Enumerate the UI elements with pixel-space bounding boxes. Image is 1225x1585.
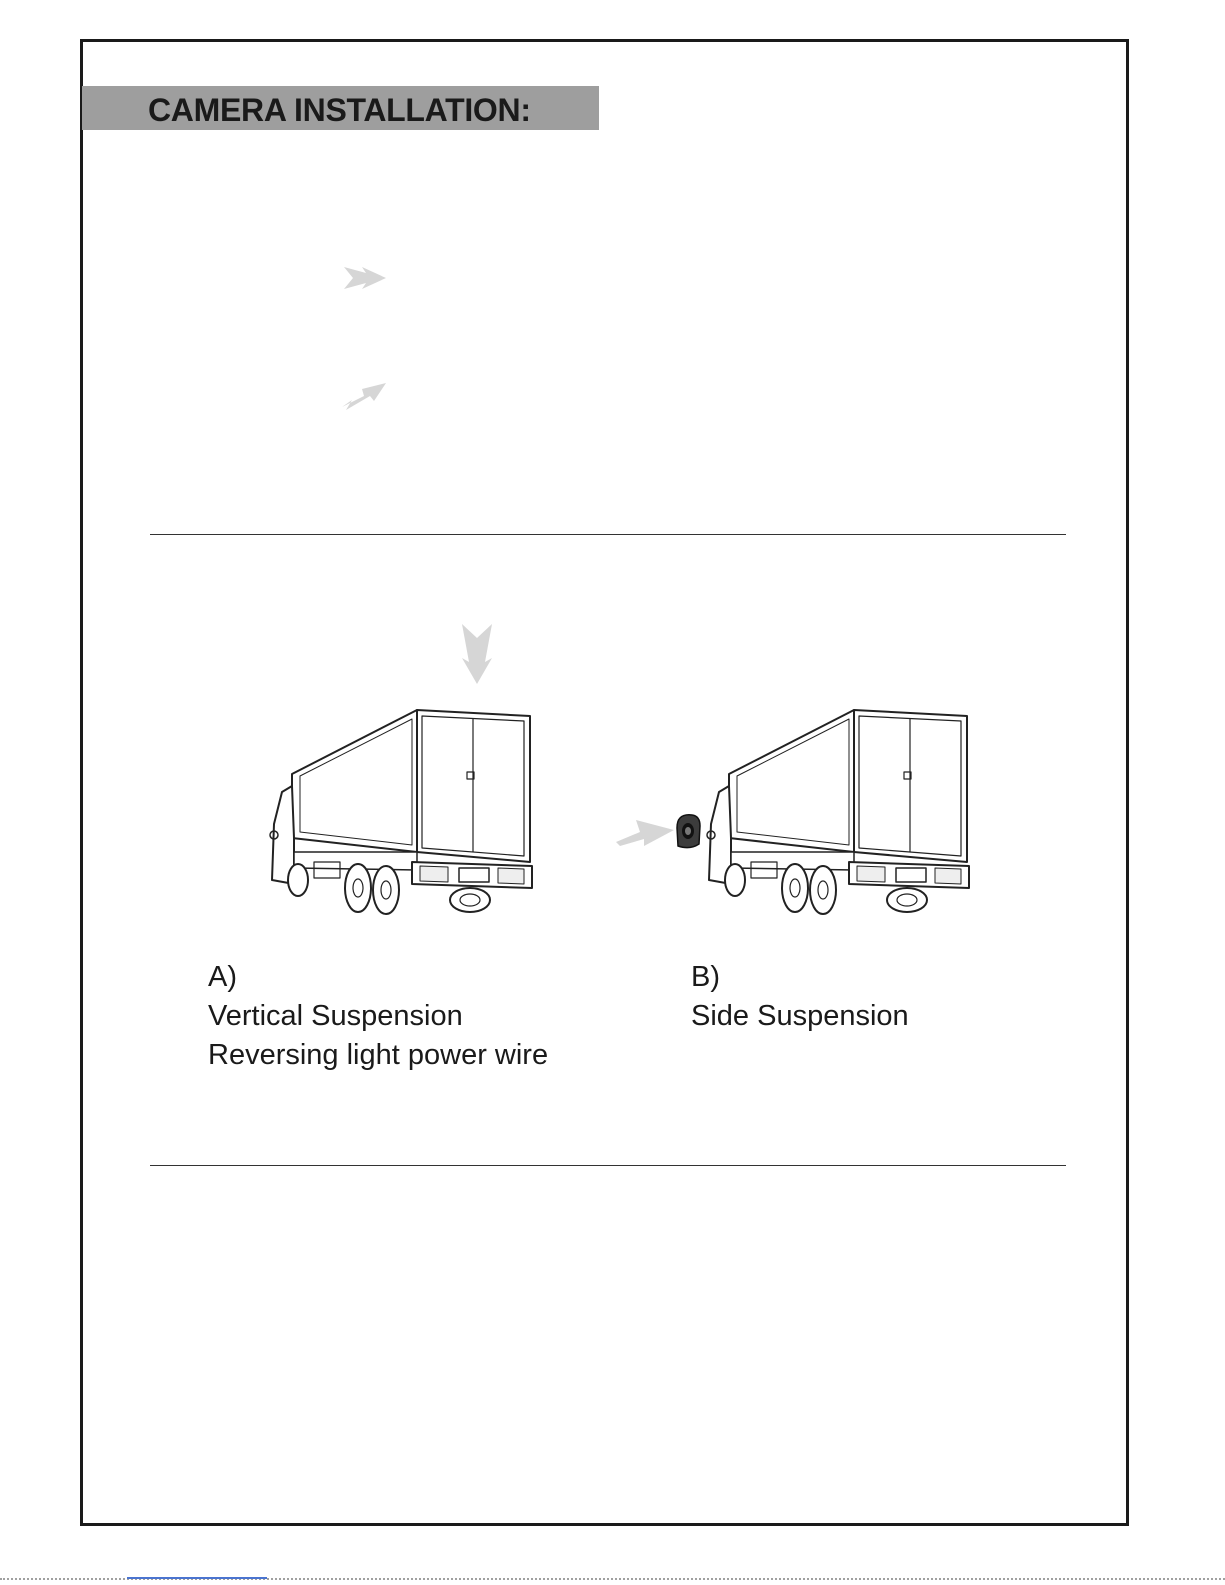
- figure-a-note: Reversing light power wire: [208, 1039, 549, 1071]
- truck-rear-illustration: [262, 702, 537, 920]
- chevron-right-icon: [340, 264, 388, 292]
- figure-a-mount: Vertical Suspension: [208, 1000, 463, 1032]
- chevron-right-icon: [340, 379, 388, 411]
- selection-mark: [127, 1577, 267, 1579]
- figure-a-letter: A): [208, 961, 237, 993]
- section-divider: [150, 1165, 1066, 1166]
- figure-a-caption: [208, 958, 548, 1075]
- figure-b-mount: Side Suspension: [691, 1000, 909, 1032]
- truck-rear-illustration: [699, 702, 974, 920]
- figure-b-letter: B): [691, 961, 720, 993]
- section-divider: [150, 534, 1066, 535]
- figure-b-caption: [691, 958, 909, 1036]
- arrow-right-icon: [614, 812, 676, 848]
- page-title: CAMERA INSTALLATION:: [148, 92, 531, 128]
- arrow-down-icon: [460, 622, 494, 686]
